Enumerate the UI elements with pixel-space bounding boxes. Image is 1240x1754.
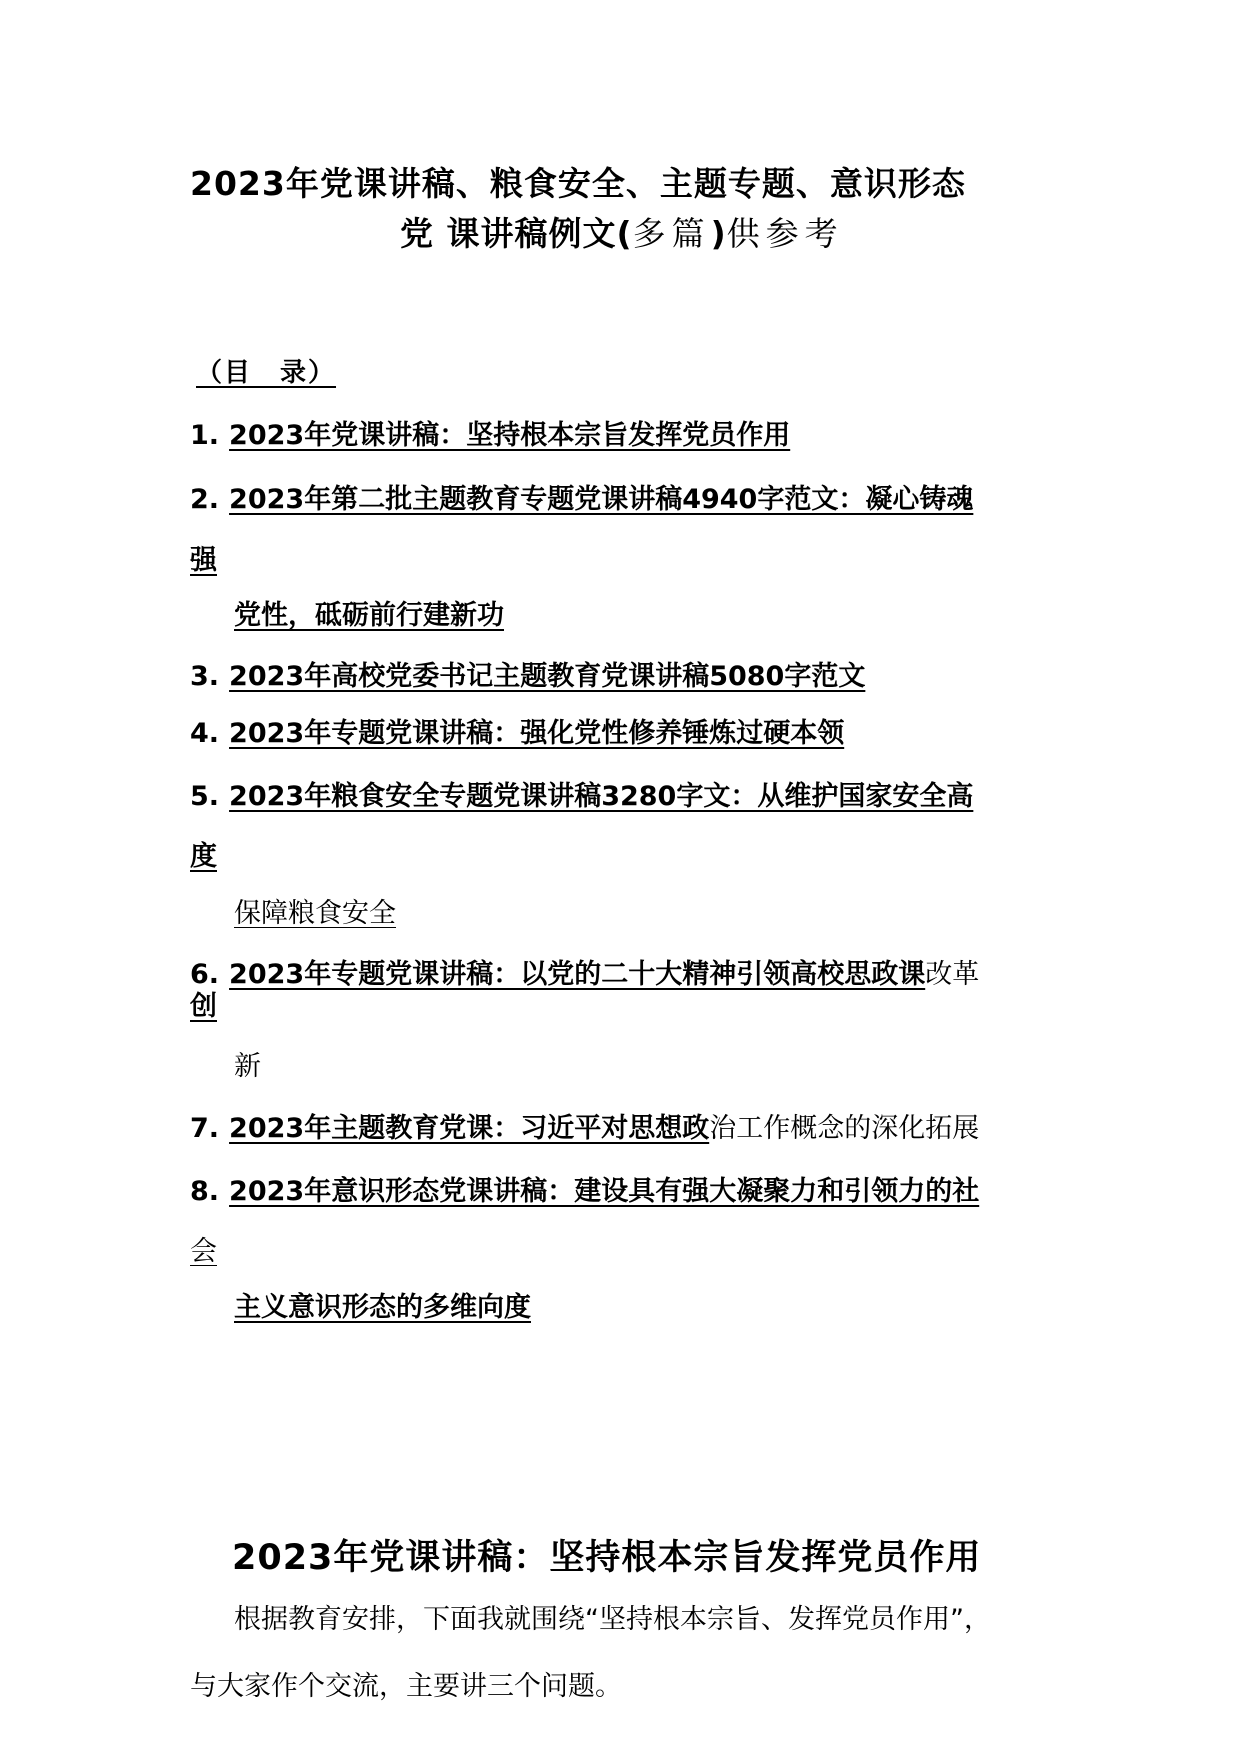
title-line-2-main: 党 课讲稿例文( [400,214,633,253]
toc-item-link-light[interactable]: 改革 [925,959,980,990]
toc-item-link[interactable]: 2023年第二批主题教育专题党课讲稿4940字范文：凝心铸魂 [229,484,974,515]
toc-item-number: 8. [190,1176,220,1207]
toc-item-link[interactable]: 2023年专题党课讲稿：强化党性修养锤炼过硬本领 [229,718,845,749]
toc-item-6-wrap[interactable]: 创 [190,991,217,1022]
document-title-line-1: 2023年党课讲稿、粮食安全、主题专题、意识形态 [190,164,966,203]
toc-item-link[interactable]: 2023年党课讲稿：坚持根本宗旨发挥党员作用 [229,420,791,451]
toc-item-link[interactable]: 2023年意识形态党课讲稿：建设具有强大凝聚力和引领力的社 [229,1176,980,1207]
toc-item-5-wrap[interactable]: 度 [190,841,217,872]
toc-item-7[interactable] [190,1106,979,1145]
toc-item-3[interactable] [190,654,865,693]
body-paragraph-line-2: 与大家作个交流，主要讲三个问题。 [190,1671,622,1702]
toc-item-8-wrap[interactable]: 会 [190,1236,217,1267]
toc-item-link[interactable]: 2023年主题教育党课：习近平对思想政 [229,1113,710,1144]
toc-item-2-wrap[interactable]: 强 [190,545,217,576]
title-line-2-close: ) [710,214,727,253]
toc-item-number: 4. [190,718,220,749]
toc-item-number: 7. [190,1113,220,1144]
toc-item-link[interactable]: 2023年高校党委书记主题教育党课讲稿5080字范文 [229,661,866,692]
body-paragraph-line-1: 根据教育安排，下面我就围绕“坚持根本宗旨、发挥党员作用”， [234,1604,991,1635]
document-title-line-2 [400,208,844,255]
toc-item-1[interactable] [190,413,790,452]
toc-item-number: 3. [190,661,220,692]
toc-item-number: 6. [190,959,220,990]
toc-item-6[interactable] [190,952,979,991]
toc-item-link[interactable]: 2023年粮食安全专题党课讲稿3280字文：从维护国家安全高 [229,781,974,812]
toc-item-4[interactable] [190,711,844,750]
toc-item-number: 5. [190,781,220,812]
toc-item-6-continuation[interactable]: 新 [234,1051,261,1082]
title-line-2-suffix: 供参考 [726,214,844,253]
toc-heading: （目 录） [196,358,337,388]
section-title: 2023年党课讲稿：坚持根本宗旨发挥党员作用 [232,1538,982,1578]
toc-item-5-continuation[interactable]: 保障粮食安全 [234,898,396,929]
toc-item-2-continuation[interactable]: 党性，砥砺前行建新功 [234,600,504,631]
toc-item-2[interactable] [190,477,973,516]
toc-item-link[interactable]: 2023年专题党课讲稿：以党的二十大精神引领高校思政课 [229,959,926,990]
title-line-2-light: 多篇 [632,214,711,253]
toc-item-8[interactable] [190,1169,979,1208]
toc-item-8-continuation[interactable]: 主义意识形态的多维向度 [234,1292,531,1323]
toc-item-5[interactable] [190,774,973,813]
toc-item-number: 2. [190,484,220,515]
toc-item-number: 1. [190,420,220,451]
toc-item-link-light[interactable]: 治工作概念的深化拓展 [709,1113,980,1144]
